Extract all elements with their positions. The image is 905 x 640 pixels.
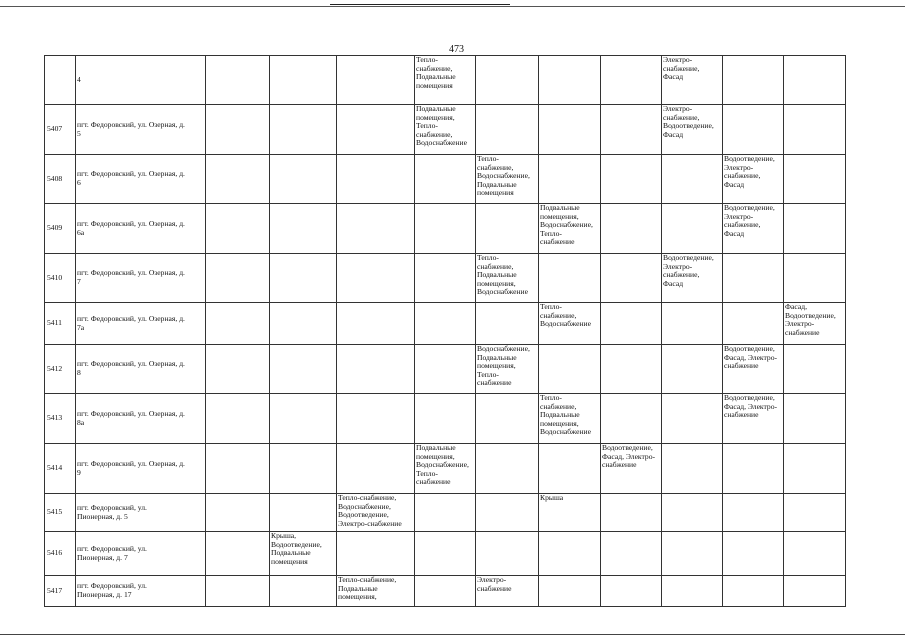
work-type-cell (270, 576, 337, 607)
work-type-cell (337, 105, 415, 155)
work-type-cell (270, 303, 337, 345)
work-type-cell (662, 155, 723, 204)
work-type-cell (601, 155, 662, 204)
work-type-cell (662, 345, 723, 394)
work-type-cell (337, 56, 415, 105)
work-type-cell: Водоотведение, Фасад, Электро- снабжение (601, 444, 662, 494)
work-type-cell (337, 303, 415, 345)
work-type-cell (601, 532, 662, 576)
table-row (45, 204, 846, 254)
top-rule-dark (330, 4, 510, 5)
work-type-cell (601, 394, 662, 444)
work-type-cell (784, 394, 846, 444)
work-type-cell (206, 345, 270, 394)
work-type-cell (601, 254, 662, 303)
work-type-cell: Тепло- снабжение, Подвальные помещения, Водоснабжение (539, 394, 601, 444)
table-row (45, 394, 846, 444)
table-row (45, 303, 846, 345)
work-type-cell: Фасад, Водоотведение, Электро- снабжение (784, 303, 846, 345)
work-type-cell (662, 532, 723, 576)
page-number: 473 (449, 44, 464, 55)
work-type-cell (601, 204, 662, 254)
work-type-cell (415, 254, 476, 303)
work-type-cell (415, 204, 476, 254)
work-type-cell (476, 494, 539, 532)
work-type-cell (784, 576, 846, 607)
work-type-cell (415, 345, 476, 394)
repair-schedule-table (44, 55, 846, 607)
row-number-cell (45, 56, 76, 105)
work-type-cell: Водоотведение, Фасад, Электро- снабжение (723, 345, 784, 394)
work-type-cell: Тепло- снабжение, Водоснабжение, Подвальные помещения (476, 155, 539, 204)
row-number-cell: 5411 (45, 303, 76, 345)
table-row (45, 576, 846, 607)
work-type-cell: Тепло- снабжение, Подвальные помещения, Водоснабжение (476, 254, 539, 303)
work-type-cell (601, 105, 662, 155)
work-type-cell (723, 56, 784, 105)
work-type-cell (270, 494, 337, 532)
work-type-cell: Водоотведение, Электро- снабжение, Фасад (723, 204, 784, 254)
work-type-cell (723, 444, 784, 494)
row-number-cell: 5408 (45, 155, 76, 204)
work-type-cell (723, 576, 784, 607)
work-type-cell (476, 204, 539, 254)
work-type-cell (476, 303, 539, 345)
work-type-cell: Водоотведение, Фасад, Электро- снабжение (723, 394, 784, 444)
work-type-cell (206, 394, 270, 444)
work-type-cell (601, 576, 662, 607)
work-type-cell (206, 532, 270, 576)
row-number-cell: 5407 (45, 105, 76, 155)
address-cell: пгт. Федоровский, ул. Пионерная, д. 7 (76, 532, 206, 576)
address-cell: пгт. Федоровский, ул. Озерная, д. 8 (76, 345, 206, 394)
work-type-cell: Подвальные помещения, Тепло- снабжение, Водоснабжение (415, 105, 476, 155)
work-type-cell (337, 204, 415, 254)
row-number-cell: 5413 (45, 394, 76, 444)
work-type-cell (415, 494, 476, 532)
work-type-cell (337, 254, 415, 303)
address-cell: пгт. Федоровский, ул. Озерная, д. 6 (76, 155, 206, 204)
work-type-cell (662, 444, 723, 494)
address-cell: пгт. Федоровский, ул. Пионерная, д. 5 (76, 494, 206, 532)
row-number-cell: 5412 (45, 345, 76, 394)
work-type-cell (206, 254, 270, 303)
work-type-cell (539, 105, 601, 155)
row-number-cell: 5410 (45, 254, 76, 303)
row-number-cell: 5417 (45, 576, 76, 607)
work-type-cell (206, 155, 270, 204)
table-row (45, 345, 846, 394)
work-type-cell (206, 303, 270, 345)
work-type-cell (601, 345, 662, 394)
table-row (45, 532, 846, 576)
work-type-cell (539, 444, 601, 494)
work-type-cell (206, 204, 270, 254)
work-type-cell (270, 155, 337, 204)
work-type-cell (601, 56, 662, 105)
address-cell: пгт. Федоровский, ул. Озерная, д. 7а (76, 303, 206, 345)
work-type-cell (723, 494, 784, 532)
work-type-cell (539, 155, 601, 204)
table-row (45, 155, 846, 204)
work-type-cell (784, 345, 846, 394)
work-type-cell (476, 444, 539, 494)
row-number-cell: 5415 (45, 494, 76, 532)
table-row (45, 254, 846, 303)
work-type-cell (784, 444, 846, 494)
work-type-cell (476, 105, 539, 155)
work-type-cell (337, 532, 415, 576)
address-cell: пгт. Федоровский, ул. Пионерная, д. 17 (76, 576, 206, 607)
work-type-cell (539, 532, 601, 576)
work-type-cell: Подвальные помещения, Водоснабжение, Тепло- снабжение (539, 204, 601, 254)
work-type-cell (270, 394, 337, 444)
work-type-cell: Электро- снабжение (476, 576, 539, 607)
work-type-cell (784, 155, 846, 204)
table-row (45, 105, 846, 155)
work-type-cell (784, 105, 846, 155)
work-type-cell (270, 254, 337, 303)
work-type-cell (662, 576, 723, 607)
row-number-cell: 5409 (45, 204, 76, 254)
work-type-cell: Тепло-снабжение, Подвальные помещения, (337, 576, 415, 607)
work-type-cell (206, 444, 270, 494)
work-type-cell (270, 56, 337, 105)
work-type-cell (723, 532, 784, 576)
work-type-cell (723, 254, 784, 303)
work-type-cell (270, 204, 337, 254)
work-type-cell: Тепло- снабжение, Подвальные помещения (415, 56, 476, 105)
work-type-cell (784, 204, 846, 254)
row-number-cell: 5414 (45, 444, 76, 494)
work-type-cell (539, 576, 601, 607)
work-type-cell: Тепло-снабжение, Водоснабжение, Водоотведение, Электро-снабжение (337, 494, 415, 532)
top-rule (0, 6, 905, 7)
work-type-cell (270, 105, 337, 155)
work-type-cell (476, 56, 539, 105)
work-type-cell: Водоотведение, Электро- снабжение, Фасад (723, 155, 784, 204)
address-cell: пгт. Федоровский, ул. Озерная, д. 6а (76, 204, 206, 254)
work-type-cell: Тепло- снабжение, Водоснабжение (539, 303, 601, 345)
work-type-cell (206, 56, 270, 105)
work-type-cell (539, 345, 601, 394)
work-type-cell (601, 494, 662, 532)
work-type-cell (784, 494, 846, 532)
work-type-cell: Электро- снабжение, Водоотведение, Фасад (662, 105, 723, 155)
work-type-cell (784, 532, 846, 576)
work-type-cell (539, 56, 601, 105)
work-type-cell (539, 254, 601, 303)
work-type-cell (337, 155, 415, 204)
address-cell: пгт. Федоровский, ул. Озерная, д. 9 (76, 444, 206, 494)
work-type-cell (415, 155, 476, 204)
work-type-cell: Крыша, Водоотведение, Подвальные помещения (270, 532, 337, 576)
address-cell: пгт. Федоровский, ул. Озерная, д. 7 (76, 254, 206, 303)
bottom-rule (0, 634, 905, 635)
work-type-cell (337, 394, 415, 444)
table-row (45, 494, 846, 532)
work-type-cell (662, 394, 723, 444)
work-type-cell: Электро- снабжение, Фасад (662, 56, 723, 105)
table-row (45, 444, 846, 494)
work-type-cell (476, 394, 539, 444)
work-type-cell (662, 303, 723, 345)
work-type-cell (723, 105, 784, 155)
work-type-cell (337, 444, 415, 494)
work-type-cell (337, 345, 415, 394)
work-type-cell (723, 303, 784, 345)
work-type-cell (784, 56, 846, 105)
work-type-cell (270, 444, 337, 494)
work-type-cell (206, 576, 270, 607)
work-type-cell (476, 532, 539, 576)
work-type-cell (206, 105, 270, 155)
address-cell: 4 (76, 56, 206, 105)
work-type-cell (415, 532, 476, 576)
work-type-cell (270, 345, 337, 394)
work-type-cell (206, 494, 270, 532)
work-type-cell: Подвальные помещения, Водоснабжение, Тепло- снабжение (415, 444, 476, 494)
work-type-cell (662, 204, 723, 254)
work-type-cell (415, 394, 476, 444)
work-type-cell (415, 576, 476, 607)
work-type-cell (415, 303, 476, 345)
table-row (45, 56, 846, 105)
address-cell: пгт. Федоровский, ул. Озерная, д. 8а (76, 394, 206, 444)
work-type-cell: Водоотведение, Электро- снабжение, Фасад (662, 254, 723, 303)
work-type-cell: Крыша (539, 494, 601, 532)
work-type-cell (601, 303, 662, 345)
row-number-cell: 5416 (45, 532, 76, 576)
work-type-cell (784, 254, 846, 303)
work-type-cell (662, 494, 723, 532)
work-type-cell: Водоснабжение, Подвальные помещения, Тепло- снабжение (476, 345, 539, 394)
address-cell: пгт. Федоровский, ул. Озерная, д. 5 (76, 105, 206, 155)
